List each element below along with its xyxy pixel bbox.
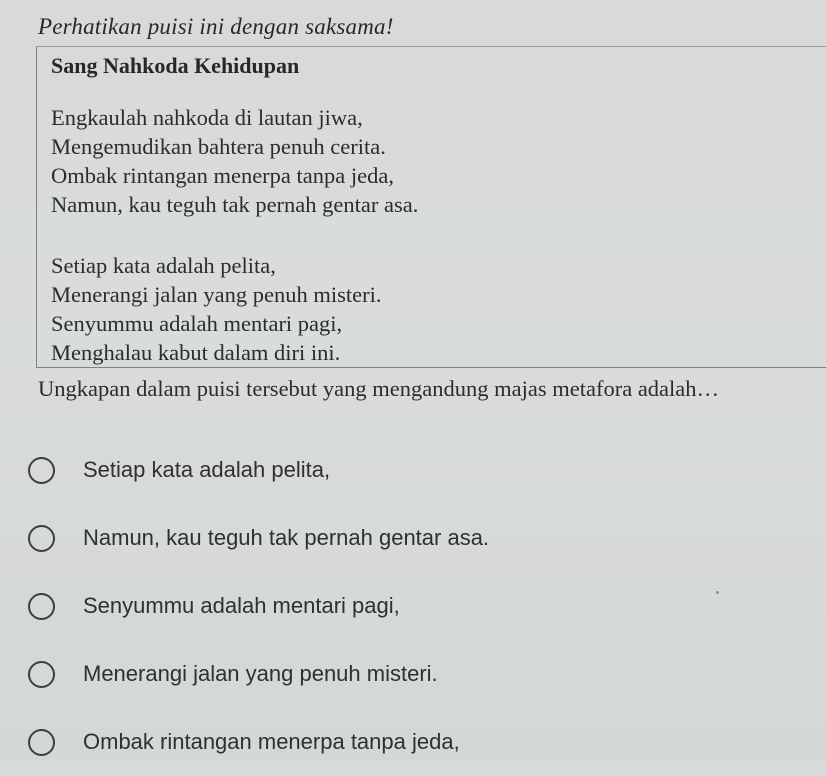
poem-line: Setiap kata adalah pelita, — [51, 253, 276, 278]
answer-option-label: Ombak rintangan menerpa tanpa jeda, — [83, 729, 460, 754]
answer-option-label: Setiap kata adalah pelita, — [83, 457, 331, 482]
answer-option-label: Namun, kau teguh tak pernah gentar asa. — [83, 525, 490, 550]
poem-line: Menghalau kabut dalam diri ini. — [51, 340, 341, 365]
radio-circle-icon[interactable] — [28, 457, 55, 484]
screen-speck — [716, 591, 719, 594]
question-text: Ungkapan dalam puisi tersebut yang mengandung majas metafora adalah… — [38, 376, 720, 401]
poem-line: Mengemudikan bahtera penuh cerita. — [51, 134, 386, 159]
radio-circle-icon[interactable] — [28, 729, 55, 756]
poem-line: Engkaulah nahkoda di lautan jiwa, — [51, 105, 363, 130]
radio-circle-icon[interactable] — [28, 525, 55, 552]
answer-option-1[interactable] — [22, 436, 489, 504]
answer-option-4[interactable] — [22, 640, 489, 708]
instruction-text: Perhatikan puisi ini dengan saksama! — [38, 14, 394, 39]
poem-stanza-1 — [51, 103, 418, 219]
poem-line: Senyummu adalah mentari pagi, — [51, 311, 343, 336]
answer-option-label: Senyummu adalah mentari pagi, — [83, 593, 400, 618]
answer-option-5[interactable] — [22, 708, 489, 776]
poem-line: Menerangi jalan yang penuh misteri. — [51, 282, 382, 307]
answer-option-3[interactable] — [22, 572, 489, 640]
poem-stanza-2 — [51, 251, 382, 367]
poem-line: Ombak rintangan menerpa tanpa jeda, — [51, 163, 394, 188]
poem-box — [36, 46, 826, 368]
radio-circle-icon[interactable] — [28, 661, 55, 688]
answer-option-label: Menerangi jalan yang penuh misteri. — [83, 661, 438, 686]
answer-option-2[interactable] — [22, 504, 489, 572]
answer-options — [22, 436, 489, 776]
radio-circle-icon[interactable] — [28, 593, 55, 620]
poem-line: Namun, kau teguh tak pernah gentar asa. — [51, 192, 419, 217]
poem-title: Sang Nahkoda Kehidupan — [51, 53, 300, 78]
